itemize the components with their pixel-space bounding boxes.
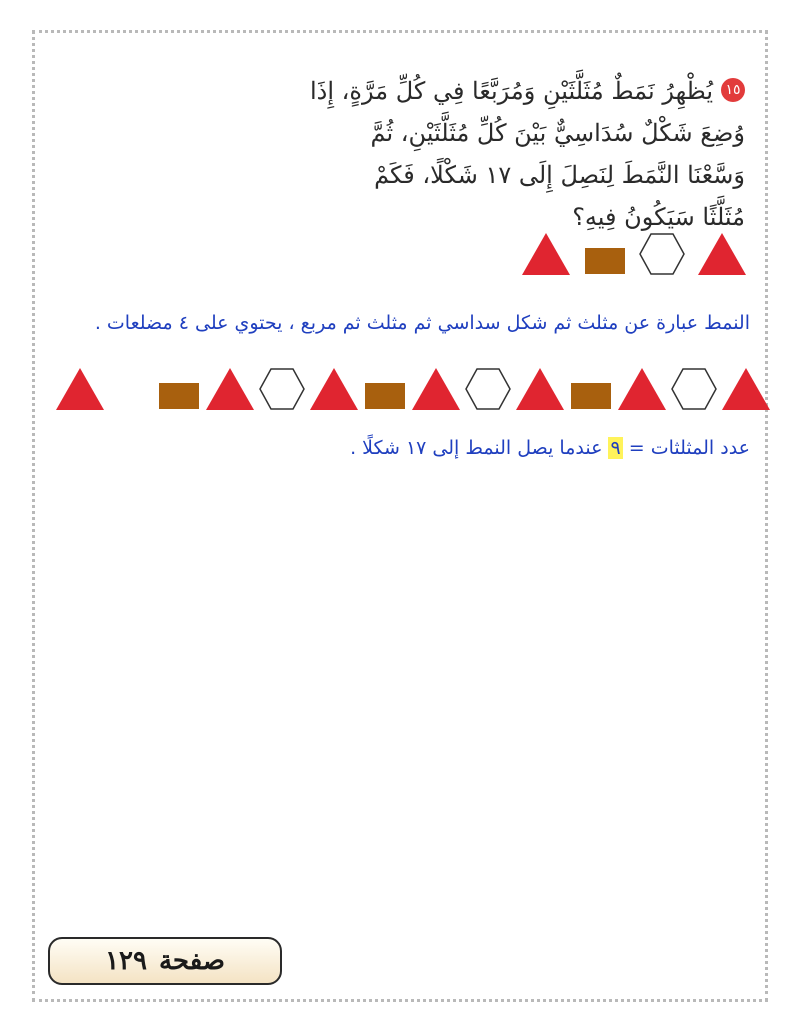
triangle-shape xyxy=(205,367,255,411)
triangle-shape xyxy=(697,232,747,276)
answer-description: النمط عبارة عن مثلث ثم شكل سداسي ثم مثلث ثم مربع ، يحتوي على ٤ مضلعات . xyxy=(94,312,750,334)
question-line: وَسَّعْنَا النَّمَطَ لِنَصِلَ إِلَى ١٧ شَكْلًا، فَكَمْ xyxy=(374,161,745,189)
answer-count-prefix: عدد المثلثات = xyxy=(622,437,750,459)
question-line-text: يُظْهِرُ نَمَطٌ مُثَلَّثَيْنِ وَمُرَبَّعًا فِي كُلِّ مَرَّةٍ، إِذَا xyxy=(310,77,713,105)
triangle-shape xyxy=(55,367,105,411)
question-line: وُضِعَ شَكْلٌ سُدَاسِيٌّ بَيْنَ كُلِّ مُثَلَّثَيْنِ، ثُمَّ xyxy=(370,119,745,147)
answer-count-suffix: عندما يصل النمط إلى ١٧ شكلًا . xyxy=(350,437,609,459)
pattern-shapes xyxy=(521,232,747,276)
triangle-shape xyxy=(411,367,461,411)
hexagon-shape xyxy=(671,367,717,411)
triangle-shape xyxy=(617,367,667,411)
extended-pattern-shapes xyxy=(55,355,775,411)
page-number-label xyxy=(48,937,282,985)
hexagon-shape xyxy=(259,367,305,411)
question-line xyxy=(310,70,745,112)
square-shape xyxy=(583,246,627,276)
page-label-word: صفحة xyxy=(158,946,225,976)
triangle-shape xyxy=(309,367,359,411)
answer-count-value: ٩ xyxy=(610,437,621,459)
triangle-shape xyxy=(515,367,565,411)
page-label-number: ١٢٩ xyxy=(105,946,147,976)
hexagon-shape xyxy=(639,232,685,276)
question-number-badge: ١٥ xyxy=(721,78,745,102)
triangle-shape xyxy=(721,367,771,411)
gap-shape xyxy=(109,367,153,411)
hexagon-shape xyxy=(465,367,511,411)
square-shape xyxy=(569,381,613,411)
answer-count xyxy=(350,437,750,459)
square-shape xyxy=(157,381,201,411)
square-shape xyxy=(363,381,407,411)
question-block xyxy=(310,70,745,238)
question-line: مُثَلَّثًا سَيَكُونُ فِيهِ؟ xyxy=(572,203,745,231)
triangle-shape xyxy=(521,232,571,276)
